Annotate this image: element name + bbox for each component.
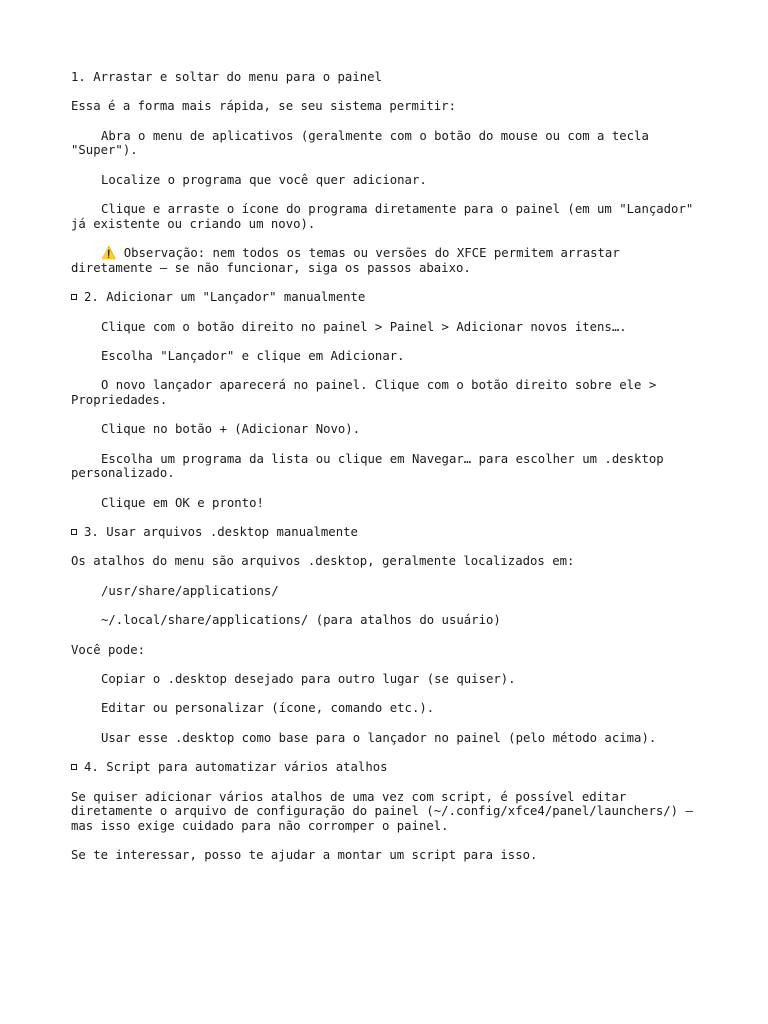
section-3-path: ~/.local/share/applications/ (para atalhos do usuário) <box>101 613 501 628</box>
section-2-heading-line <box>71 290 701 305</box>
section-3-item: Editar ou personalizar (ícone, comando etc.). <box>101 701 435 716</box>
section-2-step: Clique no botão + (Adicionar Novo). <box>101 422 361 437</box>
section-1-step: Localize o programa que você quer adicionar. <box>101 172 427 187</box>
section-3-path: /usr/share/applications/ <box>101 583 279 598</box>
section-2-step: Escolha um programa da lista ou clique em Navegar… para escolher um .desktop personalizado. <box>71 451 672 481</box>
section-4-heading-line <box>71 760 701 775</box>
section-1-step: Clique e arraste o ícone do programa diretamente para o painel (em um "Lançador" já existente ou criando um novo). <box>71 202 701 231</box>
document-body <box>71 70 701 878</box>
section-3-intro-2: Você pode: <box>71 642 146 657</box>
square-bullet-icon <box>71 294 77 300</box>
section-3-intro: Os atalhos do menu são arquivos .desktop, geralmente localizados em: <box>71 554 575 569</box>
section-3-item: Usar esse .desktop como base para o lançador no painel (pelo método acima). <box>101 730 657 745</box>
section-3-item: Copiar o .desktop desejado para outro lugar (se quiser). <box>101 672 516 686</box>
section-2-step: Escolha "Lançador" e clique em Adicionar. <box>101 348 405 363</box>
section-1-warning-note: ⚠️ Observação: nem todos os temas ou versões do XFCE permitem arrastar diretamente — se não funcionar, siga os passos abaixo. <box>71 246 628 275</box>
section-3-heading: 3. Usar arquivos .desktop manualmente <box>84 525 358 540</box>
section-2-step: O novo lançador aparecerá no painel. Clique com o botão direito sobre ele > Propriedades. <box>71 378 664 407</box>
square-bullet-icon <box>71 529 77 535</box>
section-1-intro: Essa é a forma mais rápida, se seu sistema permitir: <box>71 99 456 114</box>
section-1-step: Abra o menu de aplicativos (geralmente com o botão do mouse ou com a tecla "Super"). <box>71 128 657 158</box>
section-2-step: Clique com o botão direito no painel > Painel > Adicionar novos itens…. <box>101 319 627 334</box>
section-4-heading: 4. Script para automatizar vários atalhos <box>84 760 388 775</box>
section-1-heading: 1. Arrastar e soltar do menu para o painel <box>71 70 382 84</box>
square-bullet-icon <box>71 764 77 770</box>
section-3-heading-line <box>71 525 701 540</box>
section-4-closing: Se te interessar, posso te ajudar a montar um script para isso. <box>71 848 538 863</box>
section-4-body: Se quiser adicionar vários atalhos de uma vez com script, é possível editar diretamente o arquivo de configuração do painel (~/.config/xfce4/panel/launchers/) — mas isso exige cuidado para não corromper o painel. <box>71 789 701 833</box>
section-2-heading: 2. Adicionar um "Lançador" manualmente <box>84 290 366 305</box>
section-2-step: Clique em OK e pronto! <box>101 495 264 510</box>
